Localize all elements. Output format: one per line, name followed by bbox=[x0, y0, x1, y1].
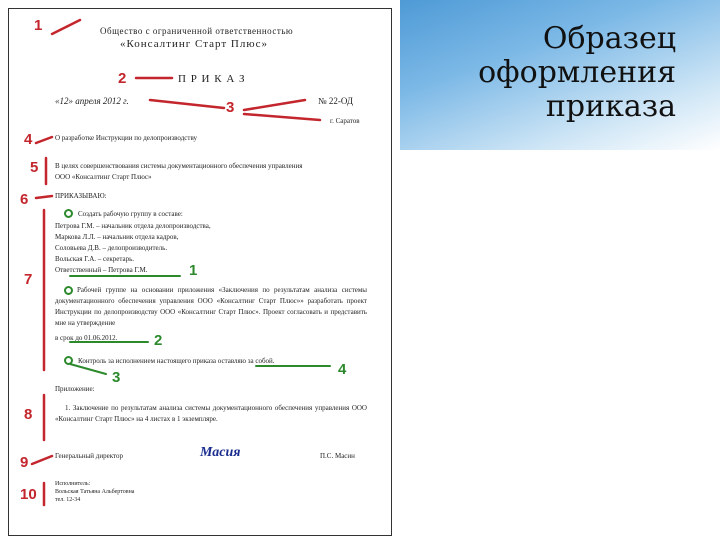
preamble-line-2: ООО «Консалтинг Старт Плюс» bbox=[55, 173, 152, 181]
slide-title bbox=[478, 22, 676, 124]
marker-red-3: 3 bbox=[226, 99, 235, 116]
order-word: ПРИКАЗЫВАЮ: bbox=[55, 192, 107, 200]
marker-red-7: 7 bbox=[24, 271, 33, 288]
signer-name: П.С. Масин bbox=[320, 452, 355, 460]
org-line-2: «Консалтинг Старт Плюс» bbox=[120, 38, 268, 50]
slide-title-line-3: приказа bbox=[545, 89, 676, 124]
document-type: П Р И К А З bbox=[178, 73, 246, 85]
marker-red-8: 8 bbox=[24, 406, 33, 423]
slide-title-line-1: Образец bbox=[542, 21, 676, 56]
item-1-title: Создать рабочую группу в составе: bbox=[78, 210, 183, 218]
signature-image: Масия bbox=[200, 445, 241, 460]
item-3-text: Контроль за исполнением настоящего приказа оставляю за собой. bbox=[78, 357, 275, 365]
executor-label: Исполнитель: bbox=[55, 481, 91, 487]
signer-title: Генеральный директор bbox=[55, 452, 123, 460]
marker-red-2: 2 bbox=[118, 70, 127, 87]
executor-phone: тел. 12-34 bbox=[55, 497, 81, 503]
marker-green-2: 2 bbox=[154, 332, 163, 349]
member-2: Маркова Л.Л. – начальник отдела кадров, bbox=[55, 233, 179, 241]
org-line-1: Общество с ограниченной ответственностью bbox=[100, 26, 294, 36]
document-date: «12» апреля 2012 г. bbox=[55, 96, 129, 106]
item-2-deadline: в срок до 01.06.2012. bbox=[55, 334, 118, 342]
slide-title-line-2: оформления bbox=[478, 55, 676, 90]
marker-red-9: 9 bbox=[20, 454, 29, 471]
marker-red-5: 5 bbox=[30, 159, 39, 176]
marker-red-10: 10 bbox=[20, 486, 37, 503]
marker-green-4: 4 bbox=[338, 361, 347, 378]
item-1-responsible: Ответственный – Петрова Г.М. bbox=[55, 266, 148, 274]
member-1: Петрова Г.М. – начальник отдела делопроизводства, bbox=[55, 222, 211, 230]
item-3-circle bbox=[64, 356, 73, 365]
marker-red-4: 4 bbox=[24, 131, 33, 148]
document-number: № 22-ОД bbox=[318, 96, 354, 106]
document-subject: О разработке Инструкции по делопроизводству bbox=[55, 134, 198, 142]
marker-green-3: 3 bbox=[112, 369, 121, 386]
marker-red-1: 1 bbox=[34, 17, 43, 34]
marker-green-1: 1 bbox=[189, 262, 198, 279]
executor-name: Вольская Татьяна Альбертовна bbox=[55, 489, 135, 495]
document-place: г. Саратов bbox=[330, 117, 360, 125]
item-2-text: Рабочей группе на основании приложения «Заключения по результатам анализа системы документационного обеспечения управления ООО «Консалтинг Старт Плюс»» разработать проект Инструкции по делопроизводству ООО «Консалтинг Старт Плюс». Проект согласовать и представить мне на утверждение bbox=[55, 286, 367, 327]
member-3: Соловьева Д.В. – делопроизводитель. bbox=[55, 244, 168, 252]
item-1-circle bbox=[64, 209, 73, 218]
member-4: Вольская Г.А. – секретарь. bbox=[55, 255, 135, 263]
appendix-text: 1. Заключение по результатам анализа системы документационного обеспечения управления ООО «Консалтинг Старт Плюс» на 4 листах в 1 экземпляре. bbox=[55, 404, 367, 423]
preamble-line-1: В целях совершенствования системы документационного обеспечения управления bbox=[55, 162, 303, 170]
marker-red-6: 6 bbox=[20, 191, 29, 208]
appendix-label: Приложение: bbox=[55, 385, 95, 393]
